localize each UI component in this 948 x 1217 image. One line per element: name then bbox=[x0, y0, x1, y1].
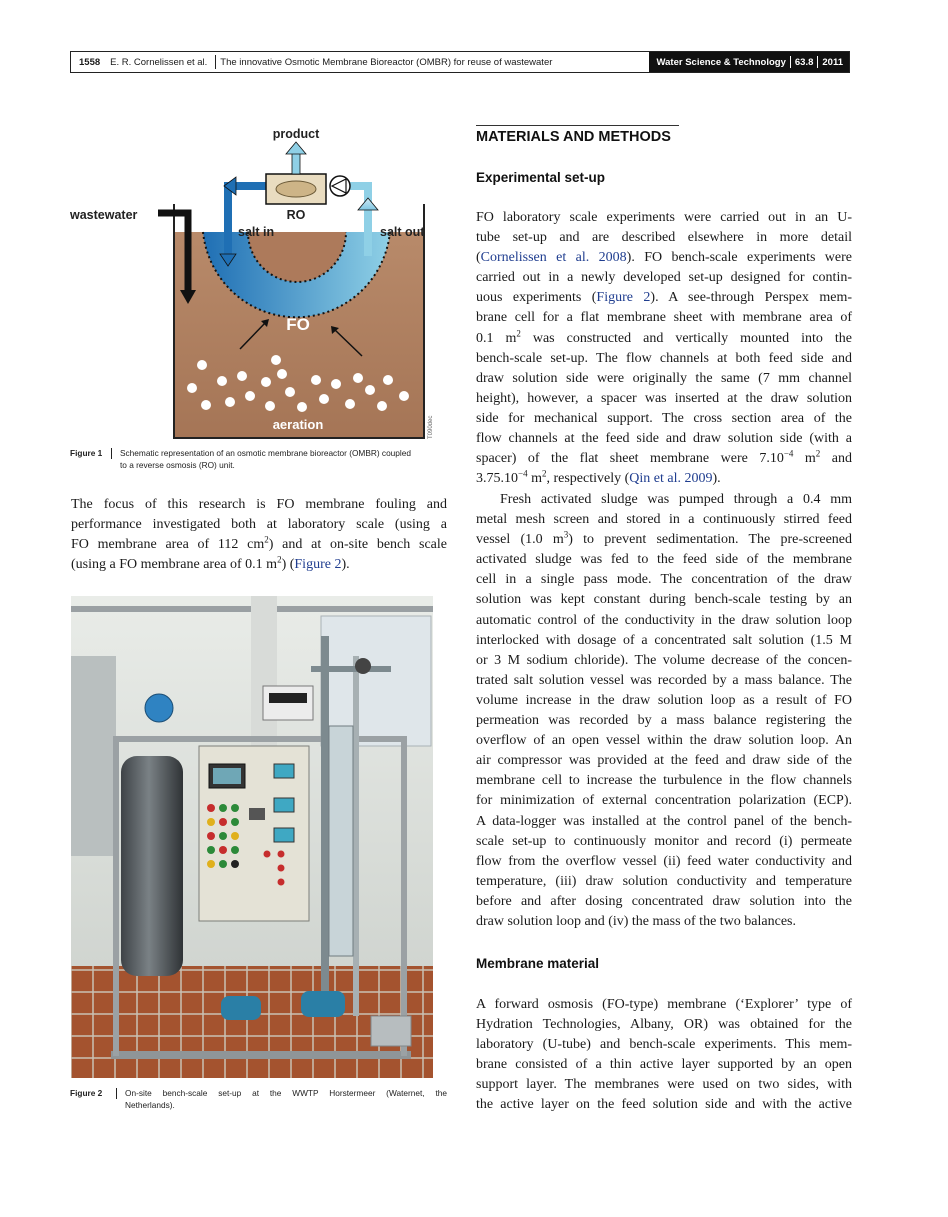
wastewater-label: wastewater bbox=[70, 208, 138, 222]
figure-1-diagram bbox=[70, 124, 448, 440]
frame-top bbox=[113, 736, 407, 742]
panel-screen bbox=[213, 768, 241, 784]
text-line: $3.75.10^{-4}$ $m^2$, respectively (Qin et al. 2009). bbox=[476, 468, 721, 487]
text-line: Fresh activated sludge was pumped through a 0.4 mm bbox=[500, 492, 852, 507]
header-divider bbox=[215, 55, 216, 69]
text-line: uous experiments (Figure 2). A see-through Perspex mem- bbox=[476, 290, 852, 306]
text-line: cell in a single pass mode. The concentration of the draw bbox=[476, 572, 852, 588]
text-line: trated salt solution vessel was recorded by a mass balance. The bbox=[476, 672, 852, 688]
frame-post-left bbox=[113, 736, 119, 1056]
membrane-cell bbox=[329, 726, 353, 956]
text-line: activated sludge was fed to the feed side of the membrane bbox=[476, 552, 852, 568]
salt-out-arrowhead bbox=[358, 198, 378, 210]
figure-code: T090dec bbox=[428, 415, 434, 439]
text-line: laboratory (U-tube) and bench-scale experiments. This mem- bbox=[476, 1037, 852, 1053]
text-line: side for mechanical support. The cross section area of the bbox=[476, 410, 852, 426]
text-line: A data-logger was installed at the control panel of the bench- bbox=[476, 813, 852, 829]
text-line: support layer. The membranes were used on two sides, with bbox=[476, 1077, 852, 1093]
text-line: metal mesh screen and stored in a continuously stirred feed bbox=[476, 512, 852, 528]
figure-2-caption bbox=[70, 1087, 448, 1113]
setup-paragraph-1 bbox=[476, 208, 852, 489]
text-line: (using a FO membrane area of 0.1 $m^2$) (Figure 2). bbox=[71, 554, 350, 573]
text-line: the active layer on the feed solution side and with the active bbox=[476, 1097, 852, 1113]
subsection-heading-setup: Experimental set-up bbox=[476, 170, 606, 185]
aeration-label: aeration bbox=[272, 417, 324, 432]
text-line: flow from the overflow vessel (ii) feed water conductivity and bbox=[476, 853, 852, 869]
valve bbox=[355, 658, 371, 674]
floor-tray bbox=[371, 1016, 411, 1046]
section-heading: MATERIALS AND METHODS bbox=[476, 129, 671, 145]
salt-out-label: salt out bbox=[380, 225, 425, 239]
text-line: FO membrane area of 112 $cm^2$) and at on-site bench scale bbox=[71, 534, 447, 553]
frame-base bbox=[111, 1051, 411, 1059]
figure-1-caption-line-1: Schematic representation of an osmotic membrane bioreactor (OMBR) coupled bbox=[120, 448, 411, 458]
text-line: membrane cell to increase the turbulence in the flow channels bbox=[476, 773, 852, 789]
pipe-vertical-1 bbox=[321, 636, 329, 1016]
text-line: (Cornelissen et al. 2008). FO bench-scale experiments were bbox=[476, 250, 853, 266]
figure-2-label: Figure 2 bbox=[70, 1088, 103, 1098]
panel-relay bbox=[249, 808, 265, 820]
fo-label: FO bbox=[286, 315, 310, 334]
ro-cartridge bbox=[276, 181, 316, 197]
figure-2-link[interactable]: Figure 2 bbox=[294, 557, 342, 573]
salt-in-label: salt in bbox=[238, 225, 275, 239]
text-line: vessel (1.0 $m^3$) to prevent sedimentation. The pre-screened bbox=[476, 529, 852, 548]
figure-1-label: Figure 1 bbox=[70, 448, 103, 458]
figure-2-caption-line-1: On-site bench-scale set-up at the WWTP Horstermeer (Waternet, the bbox=[125, 1088, 447, 1098]
intro-paragraph bbox=[71, 495, 447, 575]
text-line: volume increase in the draw solution loop as a result of FO bbox=[476, 692, 852, 708]
journal-volume: 63.8 bbox=[794, 56, 814, 68]
journal-name: Water Science & Technology bbox=[656, 56, 786, 68]
header-authors: E. R. Cornelissen et al. bbox=[110, 56, 208, 68]
text-line: solution was kept constant during bench-scale testing by an bbox=[476, 592, 852, 608]
text-line: 0.1 $m^2$ was constructed and vertically mounted into the bbox=[476, 327, 852, 346]
section-rule bbox=[476, 125, 679, 126]
text-line: temperature, (iii) draw solution conductivity and temperature bbox=[476, 873, 852, 889]
text-line: draw solution loop and (iv) the mass of the two balances. bbox=[476, 913, 796, 929]
product-arrowhead bbox=[286, 142, 306, 154]
figure-2-photo bbox=[71, 596, 433, 1078]
panel-meter-2 bbox=[274, 798, 294, 812]
balance-readout bbox=[269, 693, 307, 703]
frame-post-right bbox=[401, 736, 407, 1056]
text-line: FO laboratory scale experiments were carried out in an U- bbox=[476, 210, 852, 225]
text-line: for minimization of external concentration polarization (ECP). bbox=[476, 793, 852, 809]
text-line: A forward osmosis (FO-type) membrane (‘Explorer’ type of bbox=[476, 997, 852, 1012]
caption-divider bbox=[116, 1088, 117, 1099]
text-line: performance investigated both at laboratory scale (using a bbox=[71, 517, 447, 533]
text-line: permeation was recorded by a mass balance registering the bbox=[476, 713, 852, 729]
pump-right bbox=[301, 991, 345, 1017]
text-line: flow channels at the feed side and draw solution side (with a bbox=[476, 431, 852, 447]
citation-link[interactable]: Qin et al. 2009 bbox=[629, 471, 713, 487]
text-line: carried out in a newly developed set-up designed for contin- bbox=[476, 270, 852, 286]
text-line: overflow of an open vessel within the draw solution loop. An bbox=[476, 733, 852, 749]
left-cabinet bbox=[71, 656, 116, 856]
text-line: brane consisted of a thin active layer supported by an open bbox=[476, 1057, 852, 1073]
page-number: 1558 bbox=[79, 56, 101, 68]
subsection-heading-membrane: Membrane material bbox=[476, 956, 600, 971]
running-header bbox=[70, 51, 850, 73]
text-line: scale set-up to continuously monitor and record (i) permeate bbox=[476, 833, 852, 849]
pump-left bbox=[221, 996, 261, 1020]
text-line: height), however, a spacer was inserted at the draw solution bbox=[476, 390, 852, 406]
text-line: before and after dosing concentrated draw solution into the bbox=[476, 893, 852, 909]
journal-year: 2011 bbox=[822, 56, 843, 68]
text-line: air compressor was provided at the feed and draw side of the bbox=[476, 753, 852, 769]
panel-meter-1 bbox=[274, 764, 294, 778]
text-line: or 3 M sodium chloride). The volume decrease of the concen- bbox=[476, 652, 852, 668]
pipe-vertical-2 bbox=[353, 656, 359, 1016]
figure-2-link[interactable]: Figure 2 bbox=[596, 290, 651, 306]
setup-paragraph-2 bbox=[476, 490, 852, 932]
text-line: The focus of this research is FO membrane fouling and bbox=[71, 497, 447, 512]
journal-box bbox=[649, 52, 849, 72]
journal-divider bbox=[817, 56, 818, 68]
product-label: product bbox=[272, 127, 320, 141]
ro-label: RO bbox=[286, 208, 306, 222]
vessel-cylinder bbox=[121, 756, 183, 976]
figure-1-caption bbox=[70, 447, 448, 473]
text-line: Hydration Technologies, Albany, OR) was obtained for the bbox=[476, 1017, 852, 1033]
caption-divider bbox=[111, 448, 112, 459]
membrane-paragraph bbox=[476, 995, 852, 1116]
text-line: draw solution side were originally the same (7 mm channel bbox=[476, 370, 852, 386]
product-pipe bbox=[292, 152, 300, 174]
text-line: automatic control of the conductivity in the draw solution loop bbox=[476, 612, 852, 628]
text-line: tube set-up and are described elsewhere in more detail bbox=[476, 230, 852, 246]
header-article-title: The innovative Osmotic Membrane Bioreactor (OMBR) for reuse of wastewater bbox=[220, 56, 553, 68]
pipe-horizontal bbox=[311, 666, 391, 672]
text-line: brane cell for a flat membrane sheet with membrane area of bbox=[476, 310, 852, 326]
journal-divider bbox=[790, 56, 791, 68]
figure-2-caption-line-2: Netherlands). bbox=[125, 1100, 175, 1110]
flow-meter bbox=[145, 694, 173, 722]
panel-meter-3 bbox=[274, 828, 294, 842]
text-line: interlocked with dosage of a concentrated salt solution (1.5 M bbox=[476, 632, 852, 648]
citation-link[interactable]: Cornelissen et al. 2008 bbox=[480, 250, 627, 266]
figure-1-caption-line-2: to a reverse osmosis (RO) unit. bbox=[120, 460, 235, 470]
text-line: bench-scale set-up. The flow channels at both feed side and bbox=[476, 350, 852, 366]
text-line: spacer) of the flat sheet membrane were $7.10^{-4}$ $m^2$ and bbox=[476, 448, 853, 467]
